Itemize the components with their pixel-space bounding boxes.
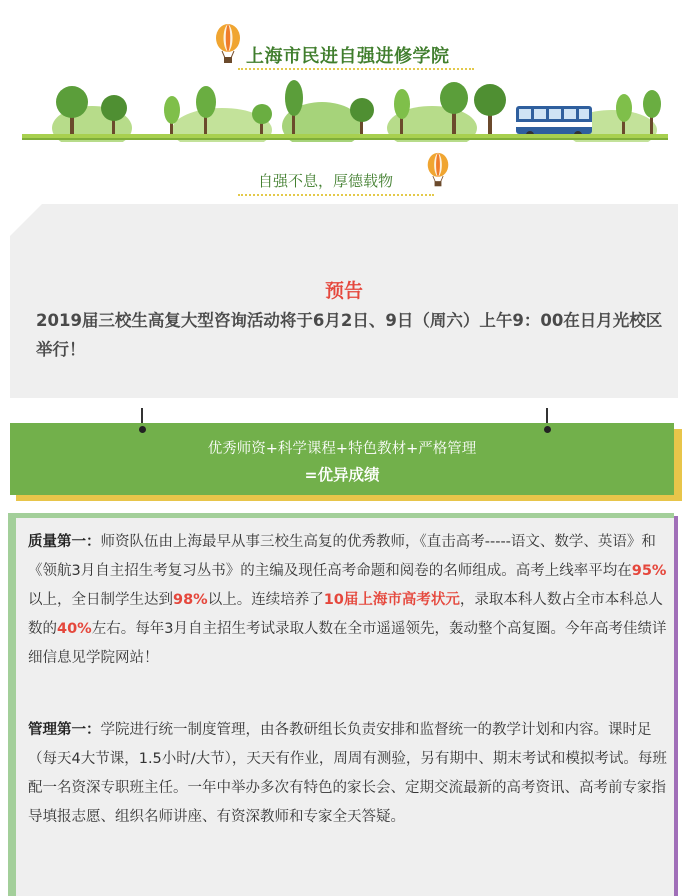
header-illustration <box>0 0 686 200</box>
page-fold-corner <box>10 204 42 236</box>
management-label: 管理第一： <box>28 722 101 738</box>
content-edge <box>674 516 678 896</box>
quality-label: 质量第一： <box>28 534 101 550</box>
banner-result: =优异成绩 <box>304 466 380 484</box>
quality-text: 师资队伍由上海最早从事三校生高复的优秀教师，《直击高考-----语文、数学、英语》和《领航3月自主招生考复习丛书》的主编及现任高考命题和阅卷的名师组成。高考上线率平均在 <box>28 534 656 579</box>
hot-air-balloon-icon <box>426 152 450 188</box>
notice-text: 2019届三校生高复大型咨询活动将于6月2日、9日（周六）上午9：00在日月光校区举行！ <box>36 311 663 359</box>
notice-title: 预告 <box>324 280 363 302</box>
connector-dot <box>139 426 146 433</box>
connector-dot <box>544 426 551 433</box>
motto-divider <box>238 194 434 196</box>
notice-card <box>10 204 678 398</box>
highlight-value: 95% <box>631 563 667 579</box>
highlight-value: 40% <box>57 621 92 637</box>
highlight-value: 98% <box>173 592 208 608</box>
quality-text: 以上。连续培养了 <box>207 592 324 608</box>
title-divider <box>238 68 474 70</box>
quality-text: ，录取本科人数占全市本科总人数的 <box>28 592 663 637</box>
hot-air-balloon-icon <box>214 24 242 64</box>
management-paragraph <box>28 716 668 832</box>
quality-paragraph <box>28 528 668 673</box>
quality-text: 以上，全日制学生达到 <box>28 592 173 608</box>
trees-and-bus-scene <box>22 78 668 142</box>
banner-slogan: 优秀师资+科学课程+特色教材+严格管理 <box>207 441 477 457</box>
management-text: 学院进行统一制度管理，由各教研组长负责安排和监督统一的教学计划和内容。课时足（每天4大节课，1.5小时/大节），天天有作业，周周有测验，另有期中、期末考试和模拟考试。每班配一名资深专职班主任。一年中举办多次有特色的家长会、定期交流最新的高考资讯、高考前专家指导填报志愿、组织名师讲座、有资深教师和专家全天答疑。 <box>28 722 667 825</box>
school-name: 上海市民进自强进修学院 <box>246 46 450 67</box>
slogan-banner <box>10 423 674 495</box>
content-card <box>16 518 674 896</box>
motto: 自强不息，厚德载物 <box>258 172 394 190</box>
quality-text: 左右。每年3月自主招生考试录取人数在全市遥遥领先，轰动整个高复圈。今年高考佳绩详细信息见学院网站！ <box>28 621 667 666</box>
highlight-value: 10届上海市高考状元 <box>323 592 460 608</box>
